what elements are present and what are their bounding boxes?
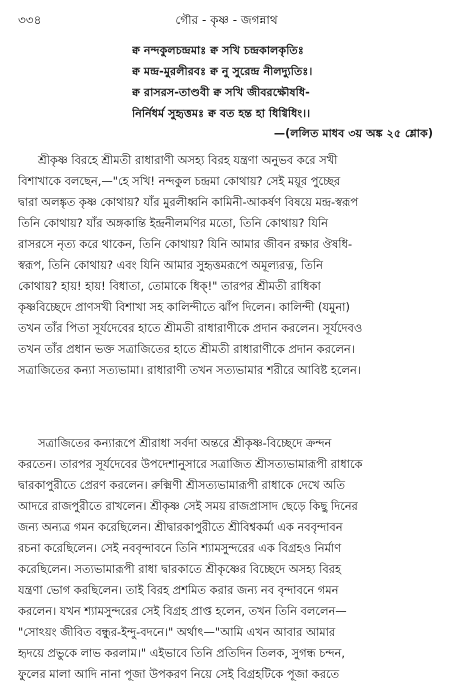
text-line: স্বরূপ, তিনি কোথায়? এবং যিনি আমার সুহৃত্তমরূপে অমূল্যরত্ন, তিনি [18,258,323,272]
text-line: যন্ত্রণা ভোগ করছিলেন। তাই বিরহ প্রশমিত করার জন্য নব বৃন্দাবনে গমন [18,583,339,597]
text-line: তখন তাঁর প্রধান ভক্ত সত্রাজিতের হাতে শ্রীমতী রাধারাণীকে প্রদান করলেন। [18,342,355,356]
text-line: সত্রাজিতের কন্যারূপে শ্রীরাধা সর্বদা অন্তরে শ্রীকৃষ্ণ-বিচ্ছেদে ক্রন্দন [38,436,332,450]
verse-line: নির্নিধর্ম সুহৃত্তমঃ ক্ব বত হন্ত হা ধিগ্বিধিং।। [132,107,311,120]
text-line: করতেন। তারপর সূর্যদেবের উপদেশানুসারে সত্রাজিত শ্রীসত্যভামারূপী রাধাকে [18,457,363,471]
text-line: কোথায়? হায়! হায়! বিধাতা, তোমাকে ধিক্!" তারপর শ্রীমতী রাধিকা [18,279,321,293]
text-line: "সোঽয়ং জীবিত বন্ধুর-ইন্দু-বদনে।" অর্থাৎ—"আমি এখন আবার আমার [18,625,336,639]
paragraph-2 [18,433,434,685]
text-line: শ্রীকৃষ্ণ বিরহে শ্রীমতী রাধারাণী অসহ্য বিরহ যন্ত্রণা অনুভব করে সখী [38,153,338,167]
text-line: জন্য অন্যত্র গমন করেছিলেন। শ্রীদ্বারকাপুরীতে শ্রীবিশ্বকর্মা এক নববৃন্দাবন [18,520,343,534]
text-line: আদরে রাজপুরীতে রাখলেন। শ্রীকৃষ্ণ সেই সময় রাজপ্রাসাদ ছেড়ে কিছু দিনের [18,499,358,513]
verse-line: ক্ব রাসরস-তাণ্ডবী ক্ব সখি জীবরক্ষৌষধি- [132,86,310,99]
text-line: সত্রাজিতের কন্যা সত্যভামা। রাধারাণী তখন সত্যভামার শরীরে আবিষ্ট হলেন। [18,363,361,377]
text-line: করেছিলেন। সত্যভামারূপী রাধা দ্বারকাতে শ্রীকৃষ্ণের বিচ্ছেদে অসহ্য বিরহ [18,562,341,576]
text-line: তখন তাঁর পিতা সূর্যদেবের হাতে শ্রীমতী রাধারাণীকে প্রদান করলেন। সূর্যদেবও [18,321,363,335]
paragraph-1 [18,150,434,381]
text-line: হৃদয়ে প্রভুকে লাভ করলাম।" এইভাবে তিনি প্রতিদিন তিলক, সুগন্ধ চন্দন, [18,646,345,660]
verse-line: ক্ব নন্দকুলচন্দ্রমাঃ ক্ব সখি চন্দ্রকালকৃতিঃ [132,44,304,57]
text-line: রচনা করেছিলেন। সেই নববৃন্দাবনে তিনি শ্যামসুন্দরের এক বিগ্রহও নির্মাণ [18,541,342,555]
running-header-title: গৌর - কৃষ্ণ - জগন্নাথ [175,13,278,27]
verse-line: ক্ব মন্দ্র-মুরলীরবঃ ক্ব নু সুরেন্দ্র নীলদ্যুতিঃ। [132,65,313,78]
text-line: করলেন। যখন শ্যামসুন্দরের সেই বিগ্রহ প্রাপ্ত হলেন, তখন তিনি বললেন— [18,604,347,618]
verse-citation: —(ললিত মাধব ৩য় অঙ্ক ২৫ শ্লোক) [273,127,433,140]
text-line: কৃষ্ণবিচ্ছেদে প্রাণসখী বিশাখা সহ কালিন্দীতে ঝাঁপ দিলেন। কালিন্দী (যমুনা) [18,300,350,314]
page-number: ৩৩৪ [18,13,42,27]
text-line: বিশাখাকে বলছেন,—"হে সখি! নন্দকুল চন্দ্রমা কোথায়? সেই ময়ূর পুচ্ছের [18,174,341,188]
text-line: দ্বারা অলঙ্কৃত কৃষ্ণ কোথায়? যাঁর মুরলীধ্বনি কামিনী-আকর্ষণ বিষয়ে মন্দ্র-স্বরূপ [18,195,359,209]
text-line: তিনি কোথায়? যাঁর অঙ্গকান্তি ইন্দ্রনীলমণির মতো, তিনি কোথায়? যিনি [18,216,328,230]
text-line: ফুলের মালা আদি নানা পূজা উপকরণ নিয়ে সেই বিগ্রহটিকে পূজা করতে [18,667,340,681]
text-line: রাসরসে নৃত্য করে থাকেন, তিনি কোথায়? যিনি আমার জীবন রক্ষার ঔষধি- [18,237,353,251]
sanskrit-verse [132,40,312,124]
text-line: দ্বারকাপুরীতে প্রেরণ করলেন। রুক্মিণী শ্রীসত্যভামারূপী রাধাকে দেখে অতি [18,478,345,492]
